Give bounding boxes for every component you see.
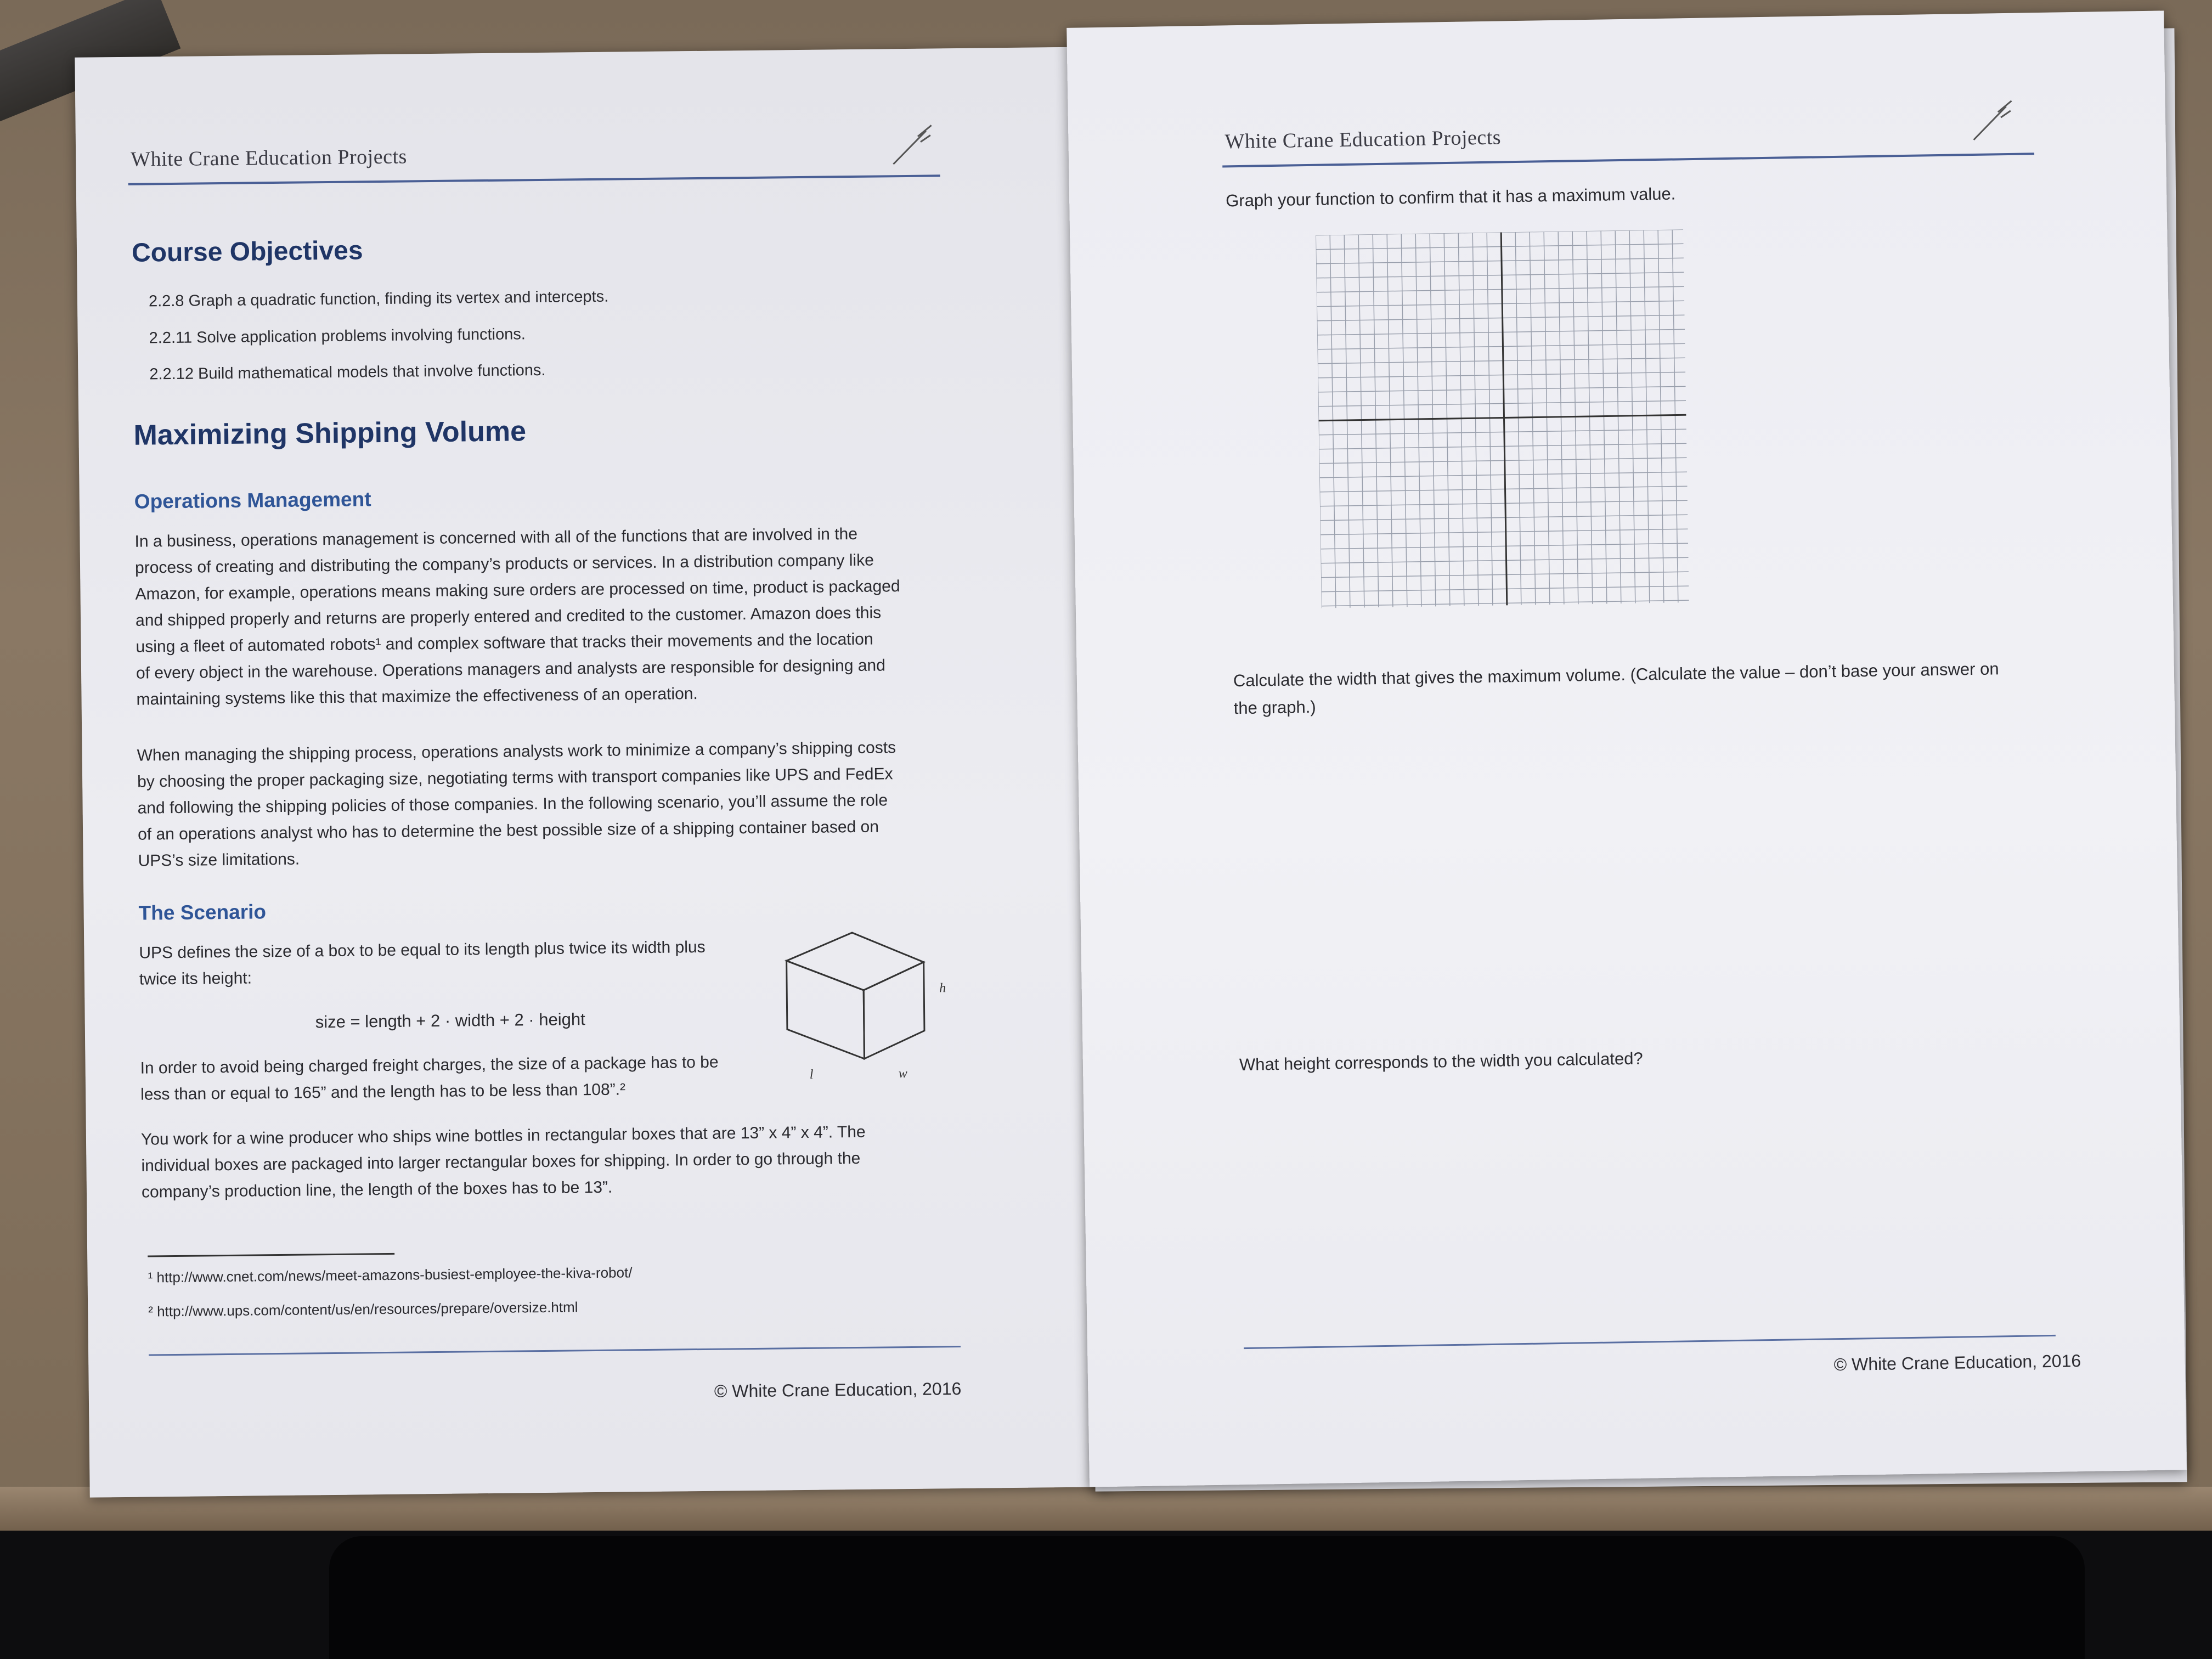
freight-paragraph xyxy=(140,1049,719,1108)
text-line: UPS’s size limitations. xyxy=(138,850,300,870)
footnote-1: ¹ http://www.cnet.com/news/meet-amazons-busiest-employee-the-kiva-robot/ xyxy=(148,1264,633,1286)
scenario-title: The Scenario xyxy=(138,900,267,924)
main-title: Maximizing Shipping Volume xyxy=(133,415,527,452)
objectives-title: Course Objectives xyxy=(131,236,363,268)
grid-line-vertical xyxy=(1487,233,1493,606)
text-line: of every object in the warehouse. Operations managers and analysts are responsible for designing and xyxy=(136,656,885,682)
footnote-rule xyxy=(148,1253,394,1257)
grid-line-horizontal xyxy=(1321,586,1689,592)
grid-line-horizontal xyxy=(1322,600,1689,606)
grid-line-horizontal xyxy=(1318,386,1686,392)
crane-logo-icon xyxy=(888,120,938,170)
grid-line-horizontal xyxy=(1319,458,1687,464)
grid-line-horizontal xyxy=(1321,529,1688,535)
grid-line-vertical xyxy=(1458,233,1464,606)
grid-line-vertical xyxy=(1358,235,1364,608)
grid-line-horizontal xyxy=(1316,258,1684,264)
grid-line-vertical xyxy=(1658,230,1664,603)
grid-line-horizontal xyxy=(1316,272,1684,278)
grid-line-vertical xyxy=(1444,233,1450,606)
grid-line-horizontal xyxy=(1317,329,1685,335)
footer-copyright: © White Crane Education, 2016 xyxy=(1833,1351,2081,1375)
text-line: using a fleet of automated robots¹ and complex software that tracks their movements and the location xyxy=(136,630,873,656)
grid-line-vertical xyxy=(1373,234,1379,607)
x-axis xyxy=(1319,415,1686,421)
box-top-face xyxy=(786,932,924,991)
header-brand: White Crane Education Projects xyxy=(131,145,408,171)
calc-width-question xyxy=(1233,655,2000,722)
grid-line-horizontal xyxy=(1321,557,1689,563)
grid-line-vertical xyxy=(1387,234,1393,607)
ops-paragraph-2 xyxy=(137,735,897,874)
text-line: maintaining systems like this that maximize the effectiveness of an operation. xyxy=(136,684,698,709)
floor-shadow xyxy=(329,1536,2085,1659)
box-label-h: h xyxy=(939,981,946,996)
grid-line-vertical xyxy=(1472,233,1479,606)
text-line: You work for a wine producer who ships wine bottles in rectangular boxes that are 13” x 4” x 4”. The xyxy=(140,1122,866,1149)
left-page xyxy=(75,47,1110,1497)
grid-line-horizontal xyxy=(1319,429,1686,435)
grid-line-horizontal xyxy=(1318,358,1685,364)
scenario-intro xyxy=(139,934,706,993)
header-rule xyxy=(128,174,940,185)
grid-line-vertical xyxy=(1601,231,1607,604)
footer-copyright: © White Crane Education, 2016 xyxy=(714,1379,962,1401)
wine-paragraph xyxy=(141,1119,866,1206)
y-axis xyxy=(1501,232,1507,605)
objective-item: 2.2.12 Build mathematical models that involve functions. xyxy=(149,361,546,383)
crane-logo-icon xyxy=(1967,95,2017,145)
grid-line-vertical xyxy=(1558,232,1564,605)
objective-item: 2.2.11 Solve application problems involving functions. xyxy=(149,325,526,347)
grid-line-horizontal xyxy=(1319,443,1686,449)
footnote-2: ² http://www.ups.com/content/us/en/resources/prepare/oversize.html xyxy=(148,1299,578,1320)
text-line: less than or equal to 165” and the length has to be less than 108”.² xyxy=(140,1080,626,1104)
objective-item: 2.2.8 Graph a quadratic function, finding its vertex and intercepts. xyxy=(148,287,609,311)
grid-line-horizontal xyxy=(1317,315,1685,321)
text-line: and shipped properly and returns are properly entered and credited to the customer. Amazon does this xyxy=(135,603,882,630)
grid-line-horizontal xyxy=(1317,286,1684,292)
text-line: twice its height: xyxy=(139,969,252,989)
footer-rule xyxy=(149,1346,961,1356)
grid-line-horizontal xyxy=(1317,343,1685,349)
text-line: When managing the shipping process, operations analysts work to minimize a company’s shipping costs xyxy=(137,738,896,765)
grid-line-vertical xyxy=(1572,231,1578,604)
footer-rule xyxy=(1244,1335,2056,1349)
grid-line-horizontal xyxy=(1321,543,1688,549)
header-brand: White Crane Education Projects xyxy=(1224,126,1502,154)
grid-line-vertical xyxy=(1415,234,1421,607)
grid-line-vertical xyxy=(1515,232,1521,605)
ops-paragraph-1 xyxy=(134,521,901,713)
text-line: In a business, operations management is concerned with all of the functions that are involved in the xyxy=(134,524,858,551)
grid-line-horizontal xyxy=(1321,572,1689,578)
text-line: Calculate the width that gives the maximum volume. (Calculate the value – don’t base your answer on xyxy=(1233,659,1999,691)
text-line: of an operations analyst who has to determine the best possible size of a shipping container based on xyxy=(137,817,879,844)
grid-line-vertical xyxy=(1330,235,1336,608)
grid-line-vertical xyxy=(1672,230,1678,603)
grid-line-horizontal xyxy=(1318,372,1685,378)
grid-line-vertical xyxy=(1316,235,1322,608)
size-formula: size = length + 2 · width + 2 · height xyxy=(315,1009,585,1032)
box-front-face xyxy=(787,960,865,1059)
text-line: and following the shipping policies of those companies. In the following scenario, you’ll assume the role xyxy=(137,791,888,817)
grid-line-horizontal xyxy=(1317,301,1684,307)
right-page xyxy=(1066,10,2187,1487)
text-line: company’s production line, the length of the boxes has to be 13”. xyxy=(141,1178,613,1201)
box-label-w: w xyxy=(898,1066,907,1081)
grid-line-horizontal xyxy=(1316,229,1683,235)
grid-line-horizontal xyxy=(1320,486,1688,492)
grid-line-horizontal xyxy=(1318,400,1686,407)
grid-line-vertical xyxy=(1530,232,1536,605)
grid-line-vertical xyxy=(1587,231,1593,604)
box-label-l: l xyxy=(809,1067,814,1082)
box-side-face xyxy=(864,962,925,1059)
grid-line-horizontal xyxy=(1320,515,1688,521)
text-line: the graph.) xyxy=(1233,697,1316,718)
grid-line-vertical xyxy=(1344,235,1350,608)
text-line: Amazon, for example, operations means making sure orders are processed on time, product is packaged xyxy=(135,577,900,603)
text-line: by choosing the proper packaging size, negotiating terms with transport companies like UPS and FedEx xyxy=(137,765,893,791)
grid-line-horizontal xyxy=(1316,244,1684,250)
header-rule xyxy=(1222,153,2034,167)
blank-coordinate-grid xyxy=(1316,229,1689,608)
text-line: In order to avoid being charged freight charges, the size of a package has to be xyxy=(140,1053,719,1077)
grid-line-vertical xyxy=(1629,230,1635,603)
grid-line-horizontal xyxy=(1320,500,1688,506)
ops-title: Operations Management xyxy=(134,488,371,513)
text-line: process of creating and distributing the company’s products or services. In a distribution company like xyxy=(134,551,874,577)
height-question: What height corresponds to the width you calculated? xyxy=(1239,1048,1643,1075)
grid-line-vertical xyxy=(1544,232,1550,605)
grid-line-vertical xyxy=(1430,234,1436,607)
grid-line-vertical xyxy=(1401,234,1407,607)
graph-prompt: Graph your function to confirm that it has a maximum value. xyxy=(1225,184,1676,211)
text-line: UPS defines the size of a box to be equal to its length plus twice its width plus xyxy=(139,938,706,962)
grid-line-horizontal xyxy=(1319,472,1687,478)
grid-line-vertical xyxy=(1615,230,1621,603)
text-line: individual boxes are packaged into larger rectangular boxes for shipping. In order to go through the xyxy=(141,1149,861,1175)
grid-line-vertical xyxy=(1644,230,1650,603)
box-diagram xyxy=(775,921,974,1087)
